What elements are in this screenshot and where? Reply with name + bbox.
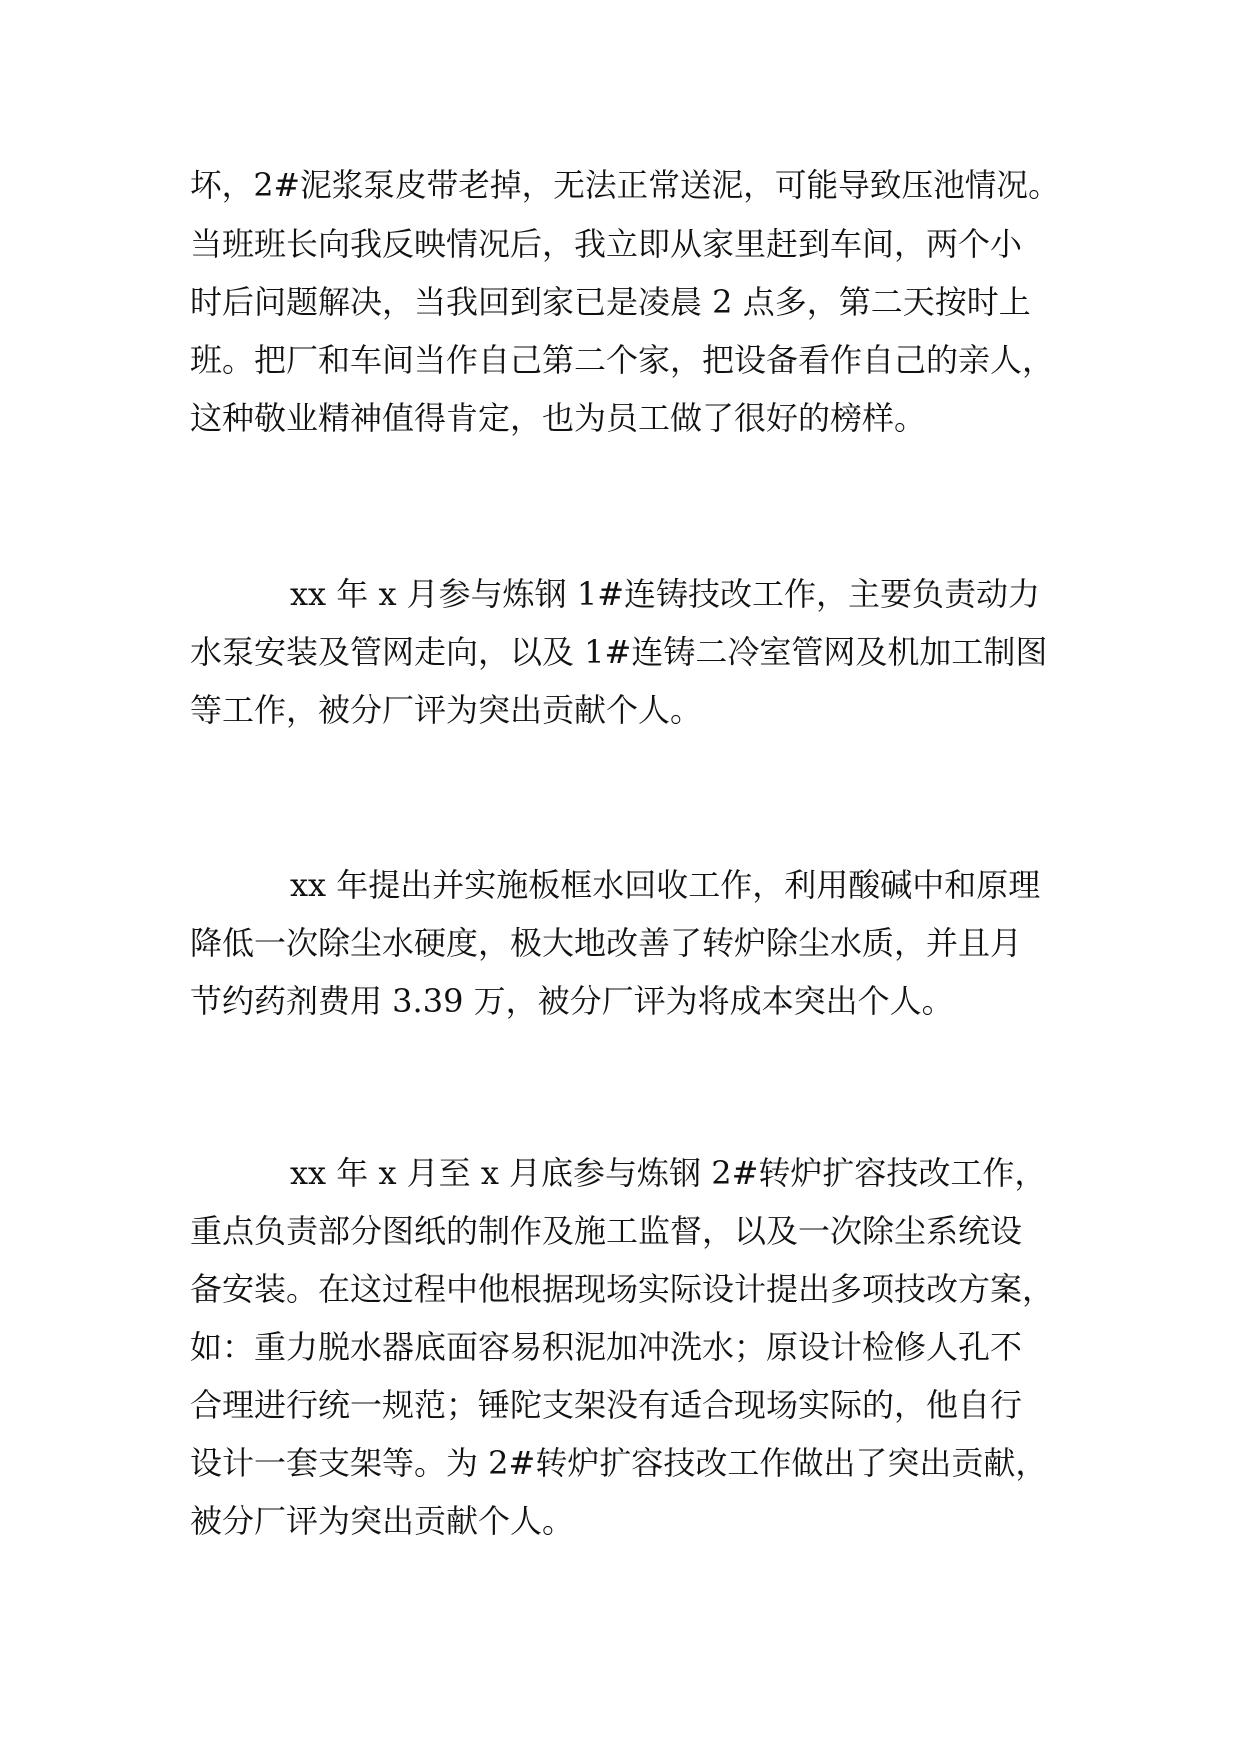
text-line: 坏，2#泥浆泵皮带老掉，无法正常送泥，可能导致压池情况。: [190, 168, 1060, 204]
text-line: 设计一套支架等。为 2#转炉扩容技改工作做出了突出贡献，: [190, 1444, 1048, 1482]
text-line: 被分厂评为突出贡献个人。: [190, 1502, 575, 1540]
text-line: 等工作，被分厂评为突出贡献个人。: [190, 691, 703, 729]
text-line: 这种敬业精神值得肯定，也为员工做了很好的榜样。: [190, 399, 927, 437]
paragraph-caster-upgrade: [190, 565, 1060, 739]
text-line: 降低一次除尘水硬度，极大地改善了转炉除尘水质，并且月: [190, 924, 1023, 962]
text-line: xx 年提出并实施板框水回收工作，利用酸碱中和原理: [290, 866, 1041, 904]
paragraph-converter-expansion: [190, 1144, 1060, 1550]
paragraph-overtime-repair: [190, 157, 1060, 447]
text-line: 班。把厂和车间当作自己第二个家，把设备看作自己的亲人，: [190, 341, 1055, 379]
text-line: 合理进行统一规范；锤陀支架没有适合现场实际的，他自行: [190, 1386, 1023, 1424]
paragraph-water-recovery: [190, 856, 1060, 1030]
text-line: 节约药剂费用 3.39 万，被分厂评为将成本突出个人。: [190, 982, 954, 1020]
text-line: 水泵安装及管网走向，以及 1#连铸二冷室管网及机加工制图: [190, 633, 1048, 671]
text-line: 如：重力脱水器底面容易积泥加冲洗水；原设计检修人孔不: [190, 1328, 1023, 1366]
text-line: 当班班长向我反映情况后，我立即从家里赶到车间，两个小: [190, 225, 1023, 263]
text-line: 时后问题解决，当我回到家已是凌晨 2 点多，第二天按时上: [190, 283, 1031, 321]
text-line: xx 年 x 月参与炼钢 1#连铸技改工作，主要负责动力: [290, 575, 1041, 613]
text-line: 备安装。在这过程中他根据现场实际设计提出多项技改方案，: [190, 1270, 1055, 1308]
text-line: xx 年 x 月至 x 月底参与炼钢 2#转炉扩容技改工作，: [290, 1154, 1047, 1192]
text-line: 重点负责部分图纸的制作及施工监督，以及一次除尘系统设: [190, 1212, 1023, 1250]
